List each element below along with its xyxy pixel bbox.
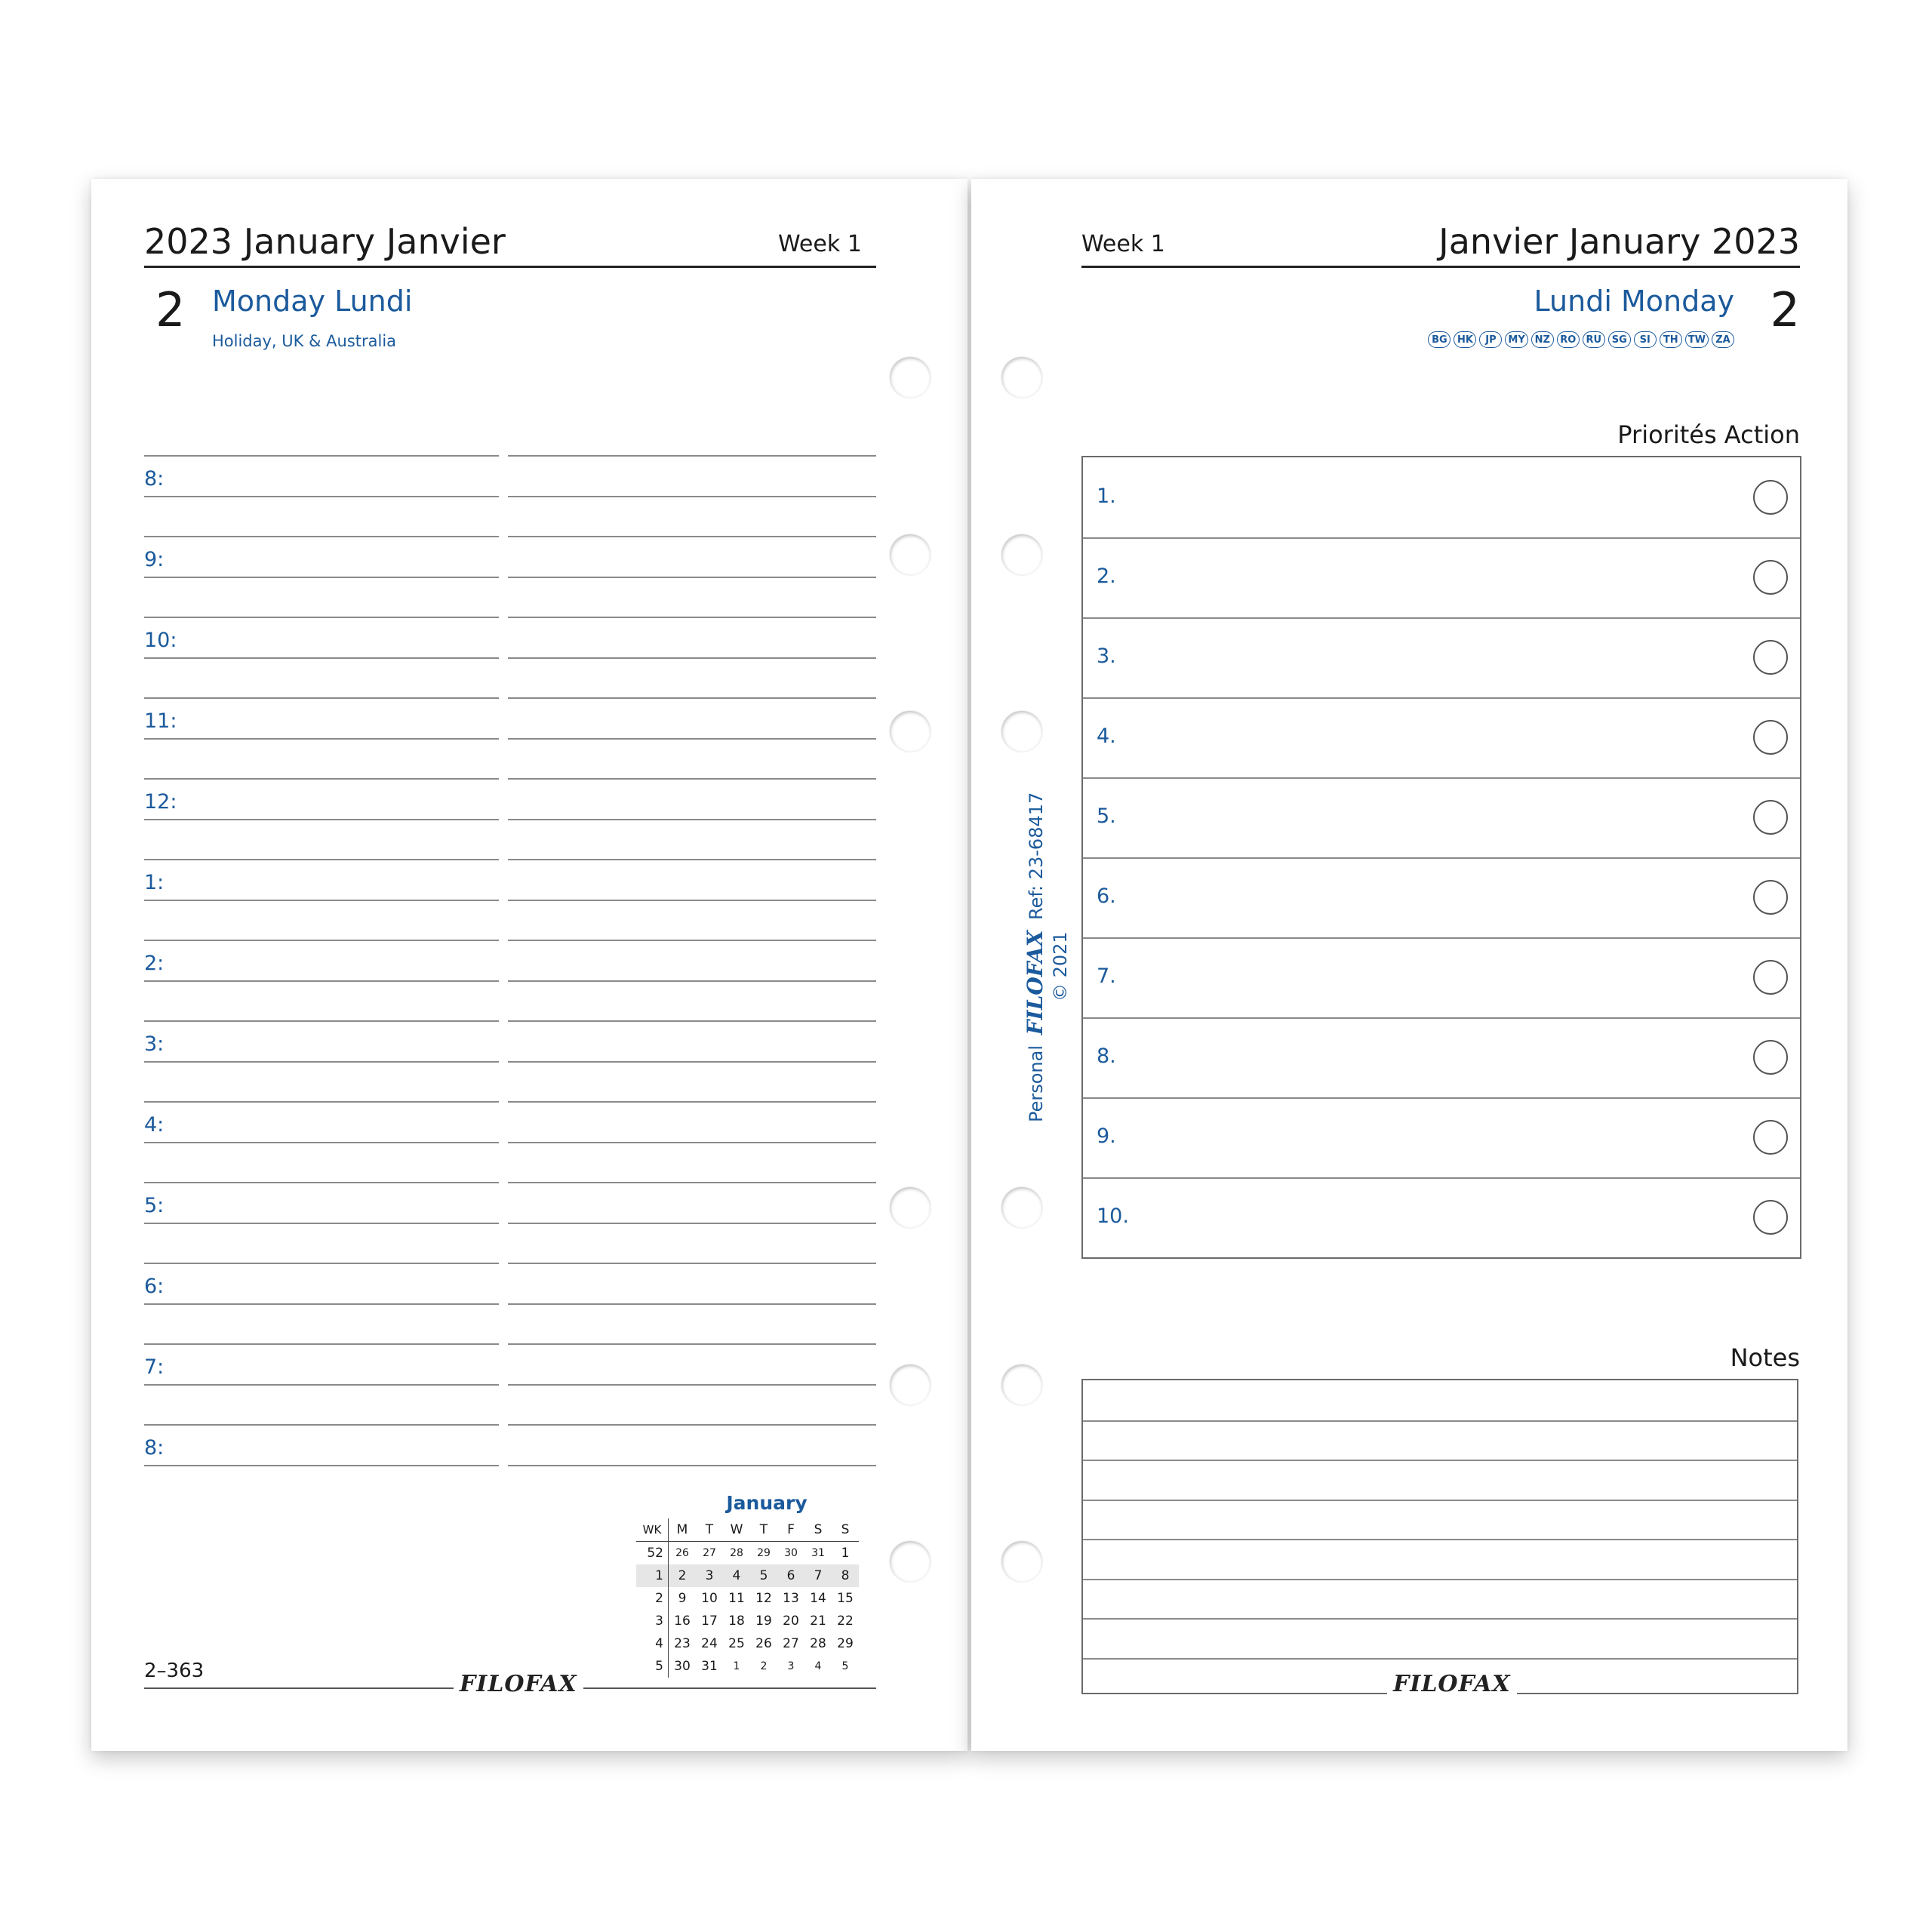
- left-header-title: 2023 January Janvier: [144, 221, 506, 262]
- schedule-line: [144, 577, 499, 578]
- country-badge: TW: [1685, 331, 1709, 348]
- notes-line: [1083, 1579, 1797, 1580]
- country-badge: JP: [1479, 331, 1502, 348]
- priority-row[interactable]: [1083, 857, 1800, 939]
- priority-checkbox[interactable]: [1753, 480, 1788, 515]
- schedule-line: [508, 940, 876, 941]
- schedule-line: [508, 1142, 876, 1143]
- hour-label: 3:: [144, 1032, 165, 1056]
- schedule-line: [508, 1263, 876, 1264]
- schedule-line: [508, 496, 876, 497]
- calendar-day: 1: [841, 1546, 850, 1561]
- hour-label: 6:: [144, 1275, 165, 1298]
- right-page: [971, 179, 1847, 1751]
- schedule-line: [508, 1343, 876, 1345]
- calendar-week-number: 5: [636, 1655, 669, 1678]
- calendar-day: 27: [703, 1547, 716, 1559]
- schedule-line: [508, 738, 876, 740]
- calendar-week-number: 1: [636, 1564, 669, 1587]
- schedule-line: [144, 1424, 499, 1426]
- schedule-line: [508, 1061, 876, 1063]
- notes-line: [1083, 1500, 1797, 1501]
- schedule-line: [508, 819, 876, 820]
- left-week-label: Week 1: [778, 231, 862, 257]
- notes-area: [1081, 1379, 1798, 1694]
- spine-personal: Personal: [1026, 1044, 1047, 1122]
- calendar-day: 15: [837, 1591, 854, 1606]
- schedule-line: [508, 536, 876, 537]
- priority-checkbox[interactable]: [1753, 880, 1788, 915]
- schedule-line: [508, 1465, 876, 1466]
- priority-row[interactable]: [1083, 777, 1800, 859]
- calendar-day: 4: [814, 1660, 822, 1672]
- binder-hole: [1001, 1364, 1042, 1405]
- calendar-header-cell: M: [676, 1522, 688, 1537]
- schedule-line: [144, 1384, 499, 1386]
- binder-hole: [1001, 357, 1042, 398]
- country-badge: SG: [1608, 331, 1631, 348]
- hour-label: 10:: [144, 629, 177, 652]
- schedule-line: [144, 900, 499, 901]
- calendar-day: 31: [811, 1547, 825, 1559]
- calendar-day: 7: [804, 1564, 832, 1587]
- hour-label: 8:: [144, 1436, 165, 1460]
- hour-label: 11:: [144, 709, 177, 733]
- spine-ref: Ref: 23-68417: [1026, 792, 1047, 920]
- schedule-line: [508, 1303, 876, 1305]
- schedule-line: [508, 1384, 876, 1386]
- schedule-line: [144, 1061, 499, 1063]
- calendar-day: 24: [701, 1636, 718, 1651]
- calendar-week-number: 4: [636, 1632, 669, 1655]
- schedule-line: [508, 697, 876, 699]
- calendar-day: 23: [674, 1636, 691, 1651]
- priority-number: 3.: [1097, 645, 1116, 668]
- calendar-day: 1: [733, 1660, 740, 1672]
- spine-imprint: [1023, 792, 1048, 1122]
- priority-number: 5.: [1097, 804, 1116, 828]
- right-header-title: Janvier January 2023: [1438, 221, 1800, 262]
- notes-title: Notes: [1730, 1343, 1800, 1372]
- priority-number: 8.: [1097, 1044, 1116, 1068]
- page-range: 2–363: [144, 1660, 205, 1682]
- mini-calendar-month: January: [726, 1492, 808, 1514]
- schedule-line: [144, 1263, 499, 1264]
- hour-label: 4:: [144, 1113, 165, 1137]
- calendar-week-row: [636, 1564, 859, 1587]
- calendar-header-cell: F: [787, 1522, 795, 1537]
- schedule-line: [144, 1020, 499, 1022]
- priority-row[interactable]: [1083, 617, 1800, 699]
- calendar-day: 25: [728, 1636, 745, 1651]
- calendar-day: 21: [810, 1614, 826, 1629]
- calendar-header-cell: W: [730, 1522, 743, 1537]
- right-date-number: 2: [1770, 282, 1800, 337]
- priority-checkbox[interactable]: [1753, 1040, 1788, 1075]
- priority-number: 1.: [1097, 485, 1116, 508]
- priority-checkbox[interactable]: [1753, 800, 1788, 835]
- calendar-day: 26: [675, 1547, 689, 1559]
- right-day-name: Lundi Monday: [1534, 285, 1734, 318]
- priority-number: 10.: [1097, 1204, 1129, 1228]
- calendar-day: 22: [837, 1614, 854, 1629]
- priority-checkbox[interactable]: [1753, 1200, 1788, 1235]
- calendar-week-row: [636, 1542, 859, 1565]
- priority-number: 7.: [1097, 964, 1116, 988]
- calendar-day: 4: [723, 1564, 750, 1587]
- binder-hole: [890, 1187, 931, 1228]
- schedule-line: [508, 1101, 876, 1103]
- binder-hole: [890, 534, 931, 575]
- calendar-day: 6: [777, 1564, 804, 1587]
- priorities-list: [1081, 456, 1801, 1259]
- schedule-line: [508, 1223, 876, 1224]
- hour-label: 12:: [144, 790, 177, 814]
- calendar-week-row: [636, 1587, 859, 1610]
- calendar-day: 5: [841, 1660, 849, 1672]
- binder-hole: [1001, 1187, 1042, 1228]
- calendar-day: 27: [783, 1636, 799, 1651]
- calendar-day: 16: [674, 1614, 691, 1629]
- right-filofax-logo: FILOFAX: [1387, 1671, 1517, 1697]
- calendar-header-cell: S: [814, 1522, 823, 1537]
- calendar-header-cell: T: [705, 1522, 714, 1537]
- priority-checkbox[interactable]: [1753, 960, 1788, 995]
- notes-line: [1083, 1420, 1797, 1422]
- calendar-header-cell: T: [759, 1522, 768, 1537]
- priority-checkbox[interactable]: [1753, 1120, 1788, 1155]
- country-badge: RU: [1583, 331, 1605, 348]
- calendar-day: 19: [755, 1614, 772, 1629]
- calendar-day: 8: [832, 1564, 859, 1587]
- schedule-line: [508, 617, 876, 618]
- calendar-day: 28: [810, 1636, 826, 1651]
- schedule-line: [508, 577, 876, 578]
- calendar-day: 29: [757, 1547, 771, 1559]
- priority-checkbox[interactable]: [1753, 720, 1788, 755]
- schedule-line: [144, 1101, 499, 1103]
- schedule-line: [144, 819, 499, 820]
- schedule-line: [144, 455, 499, 457]
- schedule-line: [144, 1343, 499, 1345]
- calendar-week-number: 52: [636, 1542, 669, 1565]
- calendar-week-number: 2: [636, 1587, 669, 1610]
- schedule-line: [144, 940, 499, 941]
- priority-row[interactable]: [1083, 1017, 1800, 1099]
- priority-row[interactable]: [1083, 537, 1800, 619]
- calendar-day: 17: [701, 1614, 718, 1629]
- schedule-line: [508, 657, 876, 659]
- calendar-day: 12: [755, 1591, 772, 1606]
- calendar-day: 2: [669, 1564, 697, 1587]
- binder-hole: [1001, 1541, 1042, 1582]
- schedule-line: [144, 657, 499, 659]
- schedule-line: [508, 455, 876, 457]
- priority-checkbox[interactable]: [1753, 560, 1788, 595]
- hour-label: 7:: [144, 1355, 165, 1379]
- spine-copyright: © 2021: [1050, 931, 1071, 1001]
- priority-row[interactable]: [1083, 697, 1800, 779]
- schedule-line: [144, 697, 499, 699]
- right-header-rule: [1081, 266, 1800, 268]
- country-badge: HK: [1454, 331, 1476, 348]
- hour-label: 2:: [144, 952, 165, 975]
- hour-label: 9:: [144, 548, 165, 571]
- calendar-day: 31: [701, 1659, 718, 1674]
- priority-row[interactable]: [1083, 1097, 1800, 1179]
- country-badge: RO: [1557, 331, 1580, 348]
- priority-number: 2.: [1097, 565, 1116, 588]
- binder-hole: [890, 1364, 931, 1405]
- mini-calendar: [636, 1518, 859, 1678]
- calendar-day: 30: [674, 1659, 691, 1674]
- right-week-label: Week 1: [1081, 231, 1165, 257]
- left-filofax-logo: FILOFAX: [454, 1671, 583, 1697]
- country-badge: ZA: [1712, 331, 1734, 348]
- calendar-week-number: 3: [636, 1610, 669, 1632]
- schedule-line: [508, 778, 876, 780]
- left-date-number: 2: [155, 282, 186, 337]
- holiday-note: Holiday, UK & Australia: [212, 332, 397, 350]
- schedule-line: [144, 536, 499, 537]
- calendar-day: 14: [810, 1591, 826, 1606]
- priority-row[interactable]: [1083, 457, 1800, 539]
- calendar-day: 13: [783, 1591, 799, 1606]
- binder-hole: [1001, 711, 1042, 752]
- priority-number: 4.: [1097, 724, 1116, 748]
- hour-label: 8:: [144, 467, 165, 491]
- notes-line: [1083, 1539, 1797, 1540]
- calendar-day: 11: [728, 1591, 745, 1606]
- country-badge: MY: [1505, 331, 1527, 348]
- calendar-day: 30: [784, 1547, 798, 1559]
- binder-hole: [1001, 534, 1042, 575]
- calendar-header-cell: S: [841, 1522, 850, 1537]
- schedule-line: [144, 1465, 499, 1466]
- priorities-title: Priorités Action: [1617, 420, 1800, 449]
- schedule-line: [508, 1020, 876, 1022]
- calendar-day: 2: [760, 1660, 768, 1672]
- country-badge: BG: [1428, 331, 1451, 348]
- hour-label: 5:: [144, 1194, 165, 1217]
- calendar-day: 20: [783, 1614, 799, 1629]
- schedule-line: [508, 859, 876, 860]
- country-badge: SI: [1634, 331, 1657, 348]
- calendar-day: 18: [728, 1614, 745, 1629]
- calendar-day: 9: [678, 1591, 687, 1606]
- calendar-day: 29: [837, 1636, 854, 1651]
- calendar-day: 26: [755, 1636, 772, 1651]
- notes-line: [1083, 1460, 1797, 1461]
- calendar-day: 10: [701, 1591, 718, 1606]
- binder-hole: [890, 711, 931, 752]
- calendar-week-row: [636, 1632, 859, 1655]
- country-holiday-badges: [1425, 331, 1734, 348]
- priority-number: 9.: [1097, 1124, 1116, 1148]
- schedule-line: [144, 980, 499, 982]
- calendar-week-row: [636, 1655, 859, 1678]
- schedule-line: [508, 1424, 876, 1426]
- calendar-day: 3: [696, 1564, 723, 1587]
- schedule-line: [144, 1182, 499, 1183]
- calendar-day: 5: [750, 1564, 777, 1587]
- hour-label: 1:: [144, 871, 165, 894]
- schedule-line: [144, 778, 499, 780]
- left-header-rule: [144, 266, 876, 268]
- calendar-day: 3: [787, 1660, 795, 1672]
- notes-line: [1083, 1618, 1797, 1620]
- calendar-day: 28: [730, 1547, 743, 1559]
- schedule-line: [508, 1182, 876, 1183]
- spine-logo: FILOFAX: [1023, 930, 1048, 1035]
- schedule-line: [144, 1223, 499, 1224]
- left-day-name: Monday Lundi: [212, 285, 413, 318]
- binder-hole: [890, 357, 931, 398]
- schedule-line: [508, 900, 876, 901]
- left-page: [91, 179, 968, 1751]
- binder-hole: [890, 1541, 931, 1582]
- country-badge: TH: [1660, 331, 1682, 348]
- calendar-header-cell: WK: [636, 1518, 669, 1542]
- country-badge: NZ: [1531, 331, 1554, 348]
- schedule-line: [144, 1142, 499, 1143]
- priority-row[interactable]: [1083, 1177, 1800, 1257]
- priority-checkbox[interactable]: [1753, 640, 1788, 675]
- notes-line: [1083, 1658, 1797, 1660]
- priority-number: 6.: [1097, 884, 1116, 908]
- schedule-line: [144, 738, 499, 740]
- schedule-line: [144, 496, 499, 497]
- calendar-week-row: [636, 1610, 859, 1632]
- schedule-line: [144, 1303, 499, 1305]
- priority-row[interactable]: [1083, 937, 1800, 1019]
- schedule-line: [144, 617, 499, 618]
- schedule-line: [144, 859, 499, 860]
- schedule-line: [508, 980, 876, 982]
